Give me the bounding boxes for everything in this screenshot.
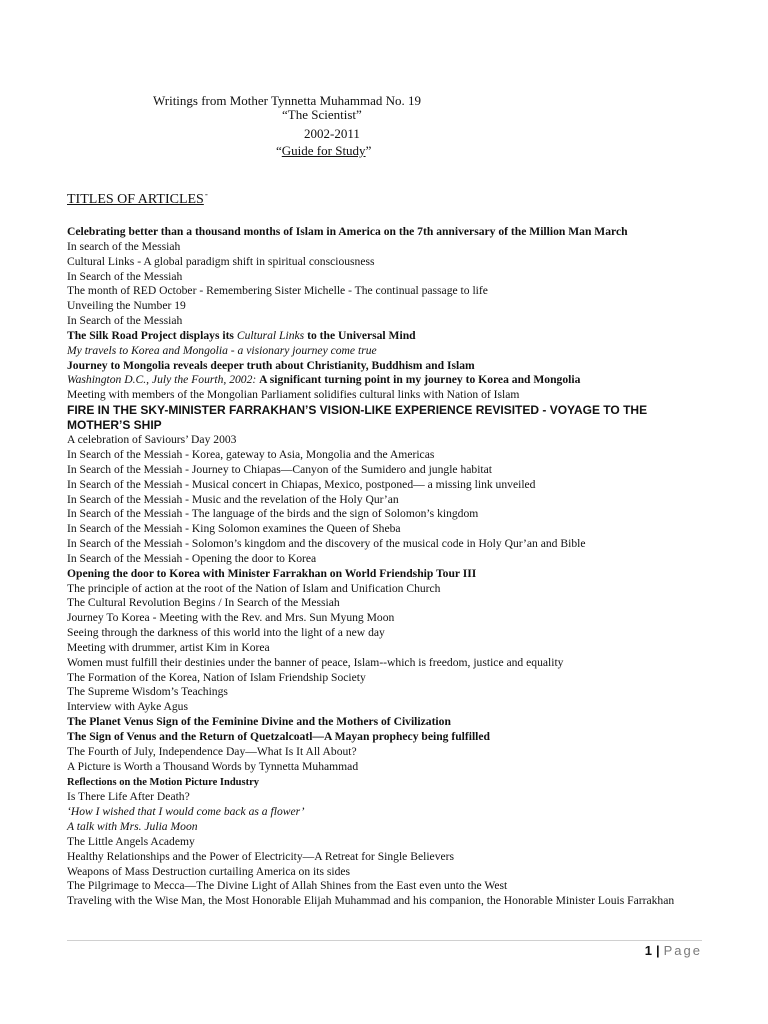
article-title — [67, 775, 707, 791]
article-title-segment: ‘How I wished that I would come back as a flower’ — [67, 805, 305, 819]
article-title-segment: My travels to Korea and Mongolia - a visionary journey come true — [67, 343, 377, 357]
article-title — [67, 448, 707, 463]
article-title — [67, 641, 707, 656]
article-title-segment: The Silk Road Project displays its — [67, 328, 237, 342]
article-title-segment: In Search of the Messiah - Solomon’s kingdom and the discovery of the musical code in Holy Qur’an and Bible — [67, 537, 586, 551]
article-title-segment: to the Universal Mind — [304, 328, 416, 342]
article-title-segment: The Pilgrimage to Mecca—The Divine Light of Allah Shines from the East even unto the West — [67, 879, 508, 893]
article-title-segment: Weapons of Mass Destruction curtailing America on its sides — [67, 864, 351, 878]
header-guide-text: Guide for Study — [281, 143, 366, 158]
article-title — [67, 270, 707, 285]
article-title-segment: Interview with Ayke Agus — [67, 700, 188, 714]
header-series-title: Writings from Mother Tynnetta Muhammad No. 19 — [153, 93, 422, 108]
article-title — [67, 730, 707, 745]
article-title — [67, 225, 707, 240]
article-title-segment: In Search of the Messiah - The language of the birds and the sign of Solomon’s kingdom — [67, 507, 479, 521]
article-list — [67, 225, 707, 909]
article-title — [67, 284, 707, 299]
page-footer — [645, 943, 702, 958]
article-title-segment: Traveling with the Wise Man, the Most Honorable Elijah Muhammad and his companion, the Honorable Minister Louis Farrakhan — [67, 894, 675, 908]
article-title — [67, 805, 707, 820]
article-title — [67, 596, 707, 611]
article-title — [67, 715, 707, 730]
article-title — [67, 359, 707, 374]
article-title — [67, 240, 707, 255]
article-title-segment: Women must fulfill their destinies under the banner of peace, Islam--which is freedom, justice and equality — [67, 655, 564, 669]
article-title — [67, 656, 707, 671]
article-title — [67, 685, 707, 700]
article-title-segment: A Picture is Worth a Thousand Words by Tynnetta Muhammad — [67, 759, 359, 773]
article-title-segment: Unveiling the Number 19 — [67, 299, 186, 313]
header-years: 2002-2011 — [304, 126, 360, 141]
footer-divider — [67, 940, 702, 941]
article-title — [67, 433, 707, 448]
article-title-segment: A talk with Mrs. Julia Moon — [67, 820, 198, 834]
article-title — [67, 745, 707, 760]
article-title — [67, 671, 707, 686]
article-title-segment: In Search of the Messiah — [67, 269, 183, 283]
header-subtitle: “The Scientist” — [282, 107, 362, 122]
article-title-segment: In Search of the Messiah - Musical concert in Chiapas, Mexico, postponed— a missing link unveiled — [67, 477, 536, 491]
page-number: 1 — [644, 943, 652, 958]
article-title-segment: Is There Life After Death? — [67, 790, 190, 804]
article-title-segment: In Search of the Messiah - Korea, gateway to Asia, Mongolia and the Americas — [67, 447, 435, 461]
article-title-segment: The principle of action at the root of the Nation of Islam and Unification Church — [67, 581, 441, 595]
footer-separator: | — [655, 943, 660, 958]
article-title — [67, 820, 707, 835]
article-title-segment: FIRE IN THE SKY-MINISTER FARRAKHAN’S VISION-LIKE EXPERIENCE REVISITED - VOYAGE TO THE MOTHER’S SHIP — [67, 403, 648, 433]
article-title-segment: Journey to Mongolia reveals deeper truth about Christianity, Buddhism and Islam — [67, 358, 475, 372]
article-title — [67, 552, 707, 567]
article-title-segment: The Formation of the Korea, Nation of Islam Friendship Society — [67, 670, 366, 684]
page-label: Page — [663, 943, 702, 958]
article-title-segment: In search of the Messiah — [67, 239, 181, 253]
article-title — [67, 835, 707, 850]
article-title-segment: Healthy Relationships and the Power of Electricity—A Retreat for Single Believers — [67, 849, 455, 863]
article-title — [67, 463, 707, 478]
article-title — [67, 700, 707, 715]
article-title — [67, 388, 707, 403]
article-title-segment: In Search of the Messiah - King Solomon examines the Queen of Sheba — [67, 522, 401, 536]
article-title — [67, 626, 707, 641]
article-title-segment: Cultural Links — [236, 328, 305, 342]
article-title-segment: A celebration of Saviours’ Day 2003 — [67, 433, 237, 447]
article-title-segment: In Search of the Messiah - Journey to Chiapas—Canyon of the Sumidero and jungle habitat — [67, 462, 493, 476]
article-title — [67, 299, 707, 314]
article-title-segment: The Little Angels Academy — [67, 834, 195, 848]
article-title — [67, 373, 707, 388]
article-title-segment: A significant turning point in my journey to Korea and Mongolia — [259, 373, 581, 387]
article-title — [67, 582, 707, 597]
article-title — [67, 894, 707, 909]
article-title-segment: Reflections on the Motion Picture Industry — [67, 776, 259, 788]
header-guide: “Guide for Study” — [276, 143, 372, 158]
article-title-segment: The Cultural Revolution Begins / In Search of the Messiah — [67, 596, 340, 610]
article-title — [67, 760, 707, 775]
article-title — [67, 537, 707, 552]
article-title-segment: Celebrating better than a thousand months of Islam in America on the 7th anniversary of the Million Man March — [67, 225, 628, 238]
article-title — [67, 850, 707, 865]
article-title — [67, 255, 707, 270]
article-title-segment: Seeing through the darkness of this world into the light of a new day — [67, 626, 385, 640]
article-title — [67, 329, 707, 344]
article-title-segment: The Fourth of July, Independence Day—What Is It All About? — [67, 744, 357, 758]
article-title-segment: In Search of the Messiah — [67, 314, 183, 328]
article-title — [67, 478, 707, 493]
article-title-segment: The Sign of Venus and the Return of Quetzalcoatl—A Mayan prophecy being fulfilled — [67, 730, 490, 743]
article-title — [67, 344, 707, 359]
article-title-segment: The Planet Venus Sign of the Feminine Divine and the Mothers of Civilization — [67, 715, 451, 729]
article-title-segment: The month of RED October - Remembering Sister Michelle - The continual passage to life — [67, 284, 488, 298]
article-title — [67, 493, 707, 508]
article-title — [67, 507, 707, 522]
article-title-segment: Opening the door to Korea with Minister Farrakhan on World Friendship Tour III — [67, 566, 477, 580]
article-title-segment: Meeting with members of the Mongolian Parliament solidifies cultural links with Nation of Islam — [67, 388, 520, 402]
article-title-segment: Washington D.C., July the Fourth, 2002: — [67, 373, 260, 387]
article-title-segment: In Search of the Messiah - Opening the door to Korea — [67, 551, 317, 565]
article-title-segment: Cultural Links - A global paradigm shift in spiritual consciousness — [67, 254, 375, 268]
article-title — [67, 522, 707, 537]
article-title — [67, 865, 707, 880]
article-title-segment: Journey To Korea - Meeting with the Rev. and Mrs. Sun Myung Moon — [67, 611, 395, 625]
article-title — [67, 567, 707, 582]
article-title — [67, 790, 707, 805]
article-title — [67, 314, 707, 329]
article-title — [67, 611, 707, 626]
article-title-segment: Meeting with drummer, artist Kim in Korea — [67, 640, 270, 654]
article-title-segment: In Search of the Messiah - Music and the revelation of the Holy Qur’an — [67, 492, 399, 506]
article-title — [67, 879, 707, 894]
section-title: TITLES OF ARTICLES - — [67, 189, 208, 207]
article-title-segment: The Supreme Wisdom’s Teachings — [67, 685, 228, 699]
article-title — [67, 403, 707, 433]
